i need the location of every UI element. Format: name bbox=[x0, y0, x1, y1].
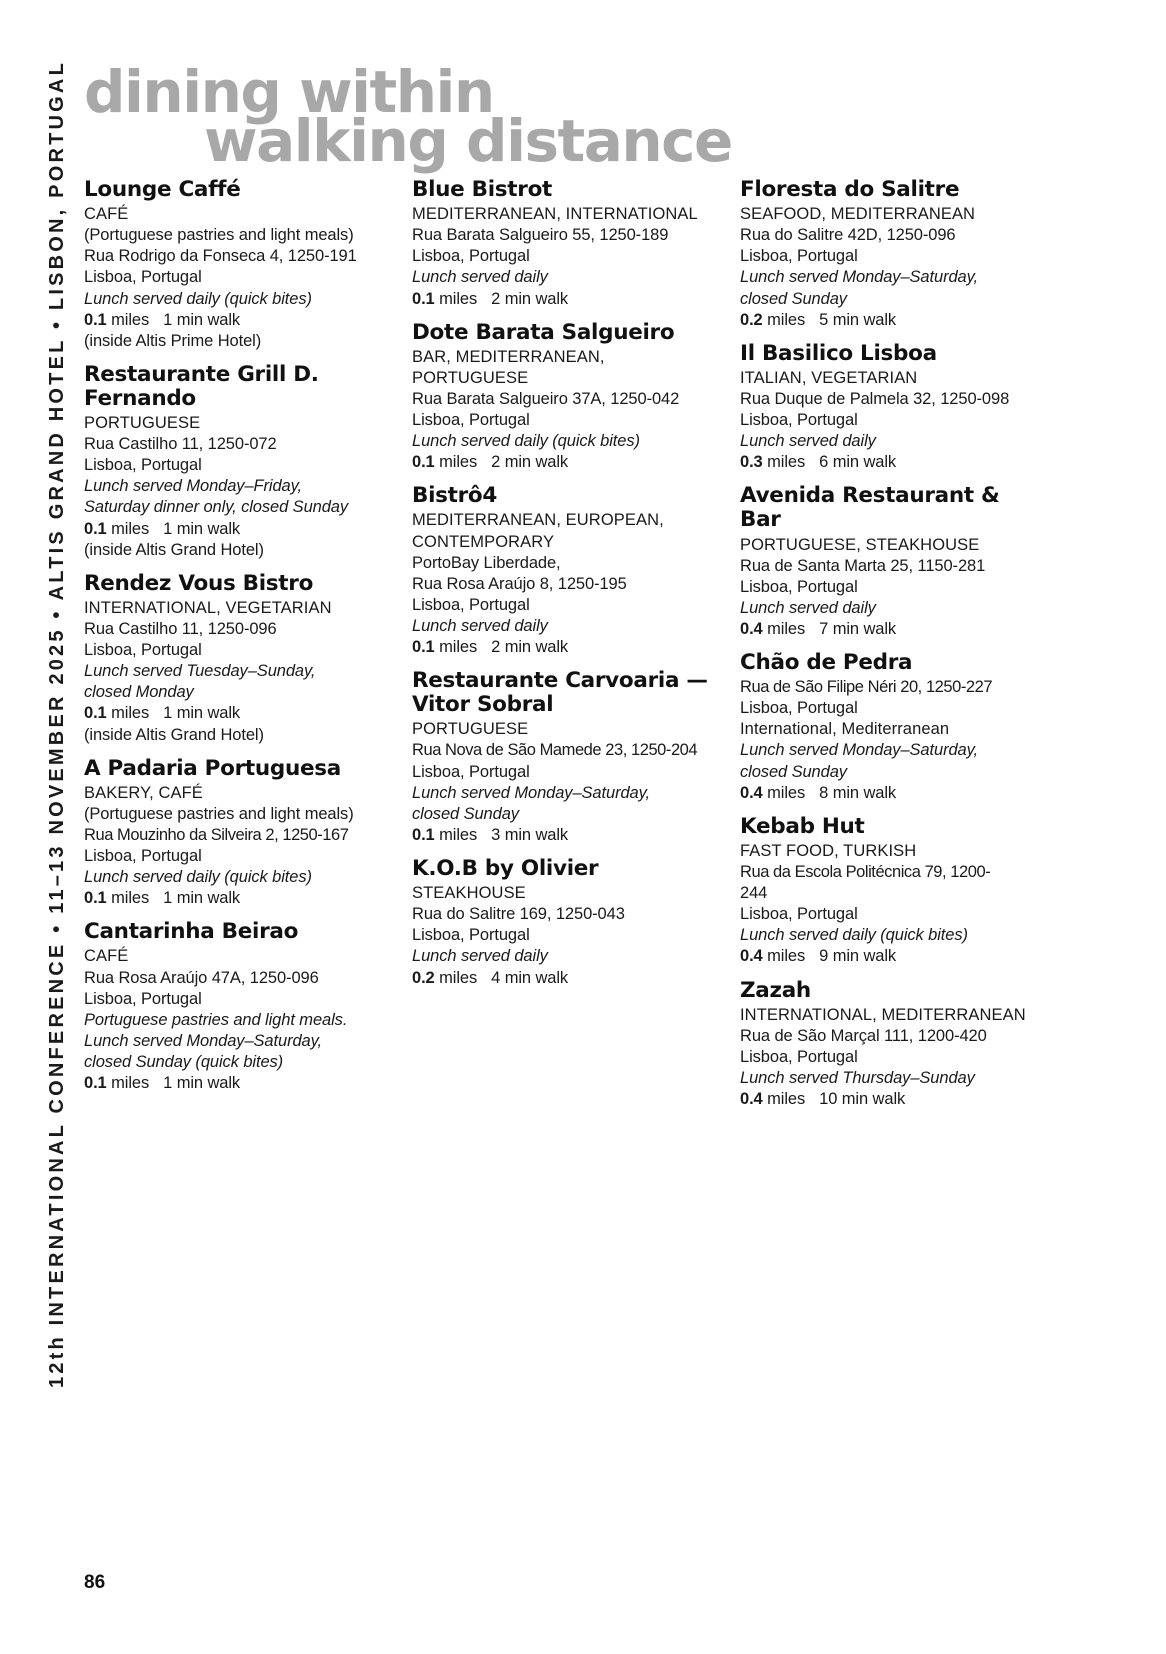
venue-hours-cont: closed Monday bbox=[84, 683, 194, 702]
venue-city: Lisboa, Portugal bbox=[84, 456, 202, 475]
venue-distance bbox=[740, 619, 1044, 640]
venue-walk-time: 2 min walk bbox=[491, 638, 569, 657]
venue-cuisine: ITALIAN, VEGETARIAN bbox=[740, 368, 918, 387]
venue-hours-cont: closed Sunday bbox=[740, 762, 847, 781]
venue-distance bbox=[740, 1089, 1044, 1110]
venue-city: Lisboa, Portugal bbox=[740, 699, 858, 718]
venue-address: Rua Barata Salgueiro 37A, 1250-042 bbox=[412, 389, 680, 408]
venue-address: Rua Rodrigo da Fonseca 4, 1250-191 bbox=[84, 247, 357, 266]
venue-address: Rua Mouzinho da Silveira 2, 1250-167 bbox=[84, 825, 349, 844]
venue-address: Rua Castilho 11, 1250-072 bbox=[84, 435, 277, 454]
venue-address: Rua Rosa Araújo 47A, 1250-096 bbox=[84, 968, 319, 987]
venue-entry bbox=[740, 178, 1044, 331]
venue-name: Il Basilico Lisboa bbox=[740, 340, 937, 366]
venue-city: Lisboa, Portugal bbox=[412, 595, 530, 614]
venue-cuisine: STEAKHOUSE bbox=[412, 884, 526, 903]
venue-name: Rendez Vous Bistro bbox=[84, 570, 314, 596]
venue-entry bbox=[84, 920, 388, 1094]
venue-distance-value: 0.1 bbox=[84, 1074, 107, 1093]
venue-distance-unit: miles bbox=[434, 968, 478, 987]
vertical-conference-rail bbox=[24, 60, 70, 1460]
venue-entry bbox=[412, 178, 716, 310]
venue-distance-unit: miles bbox=[762, 619, 806, 638]
venue-hours: Portuguese pastries and light meals. bbox=[84, 1010, 348, 1029]
venue-entry bbox=[740, 979, 1044, 1111]
venue-name: Avenida Restaurant & Bar bbox=[740, 483, 1000, 533]
venue-cuisine: BAKERY, CAFÉ bbox=[84, 783, 203, 802]
venue-distance-value: 0.4 bbox=[740, 1090, 763, 1109]
venue-city: Lisboa, Portugal bbox=[740, 577, 858, 596]
venue-distance-value: 0.2 bbox=[740, 310, 763, 329]
venue-distance bbox=[412, 968, 716, 989]
venue-distance-unit: miles bbox=[434, 453, 478, 472]
venue-address: Rua do Salitre 42D, 1250-096 bbox=[740, 226, 956, 245]
venue-walk-time: 1 min walk bbox=[163, 310, 241, 329]
venue-distance-value: 0.1 bbox=[84, 519, 107, 538]
venue-extra: (inside Altis Prime Hotel) bbox=[84, 331, 262, 350]
venue-hours: Lunch served daily bbox=[412, 616, 548, 635]
page-title bbox=[84, 58, 1044, 176]
dining-column bbox=[412, 178, 716, 1112]
venue-name: Bistrô4 bbox=[412, 483, 498, 509]
venue-distance-value: 0.1 bbox=[84, 889, 107, 908]
venue-hours: Lunch served Monday–Saturday, bbox=[740, 741, 979, 760]
venue-entry bbox=[412, 321, 716, 474]
venue-address: Rua Rosa Araújo 8, 1250-195 bbox=[412, 574, 627, 593]
venue-name: Chão de Pedra bbox=[740, 650, 913, 676]
venue-cuisine-cont: PORTUGUESE bbox=[412, 368, 529, 387]
venue-distance-unit: miles bbox=[762, 310, 806, 329]
venue-distance bbox=[84, 1073, 388, 1094]
venue-hours: Lunch served daily bbox=[740, 432, 876, 451]
venue-city: Lisboa, Portugal bbox=[412, 762, 530, 781]
venue-city: Lisboa, Portugal bbox=[84, 268, 202, 287]
venue-hours: Lunch served daily bbox=[740, 598, 876, 617]
venue-distance-value: 0.3 bbox=[740, 453, 763, 472]
venue-distance bbox=[740, 452, 1044, 473]
venue-address-cont: 244 bbox=[740, 884, 768, 903]
venue-city: Lisboa, Portugal bbox=[740, 247, 858, 266]
venue-hours: Lunch served daily (quick bites) bbox=[412, 432, 640, 451]
venue-distance bbox=[740, 783, 1044, 804]
venue-distance-unit: miles bbox=[106, 889, 150, 908]
venue-hours-cont: Saturday dinner only, closed Sunday bbox=[84, 498, 349, 517]
venue-walk-time: 1 min walk bbox=[163, 704, 241, 723]
venue-cuisine: PORTUGUESE bbox=[84, 414, 201, 432]
venue-entry bbox=[412, 857, 716, 989]
venue-address: Rua de Santa Marta 25, 1150-281 bbox=[740, 556, 986, 575]
venue-hours: Lunch served daily (quick bites) bbox=[740, 926, 968, 945]
venue-distance-value: 0.1 bbox=[84, 310, 107, 329]
venue-walk-time: 5 min walk bbox=[819, 310, 897, 329]
venue-distance-value: 0.2 bbox=[412, 968, 435, 987]
venue-address: Rua do Salitre 169, 1250-043 bbox=[412, 905, 625, 924]
venue-cuisine: FAST FOOD, TURKISH bbox=[740, 841, 917, 860]
venue-name: Cantarinha Beirao bbox=[84, 919, 299, 945]
venue-cuisine: INTERNATIONAL, VEGETARIAN bbox=[84, 598, 332, 617]
venue-entry bbox=[740, 342, 1044, 474]
venue-distance bbox=[412, 289, 716, 310]
venue-address: Rua Barata Salgueiro 55, 1250-189 bbox=[412, 226, 669, 245]
venue-distance bbox=[412, 637, 716, 658]
venue-distance bbox=[740, 310, 1044, 331]
venue-distance-value: 0.1 bbox=[412, 825, 435, 844]
venue-entry bbox=[84, 757, 388, 910]
page-title-line-1: dining within bbox=[84, 58, 494, 126]
venue-extra: (inside Altis Grand Hotel) bbox=[84, 540, 264, 559]
venue-distance-unit: miles bbox=[106, 1074, 150, 1093]
venue-hours-cont: closed Sunday bbox=[412, 804, 519, 823]
venue-walk-time: 3 min walk bbox=[491, 825, 569, 844]
venue-hours: Lunch served Monday–Saturday, bbox=[740, 268, 979, 287]
venue-cuisine: CAFÉ bbox=[84, 205, 129, 224]
venue-cuisine: SEAFOOD, MEDITERRANEAN bbox=[740, 205, 976, 224]
venue-address: Rua de São Marçal 111, 1200-420 bbox=[740, 1026, 987, 1045]
venue-distance-unit: miles bbox=[762, 947, 806, 966]
venue-name: Floresta do Salitre bbox=[740, 177, 960, 202]
venue-name: Restaurante Carvoaria — Vitor Sobral bbox=[412, 668, 708, 718]
venue-cuisine: MEDITERRANEAN, EUROPEAN, bbox=[412, 511, 664, 530]
venue-city: Lisboa, Portugal bbox=[412, 926, 530, 945]
venue-address: Rua Castilho 11, 1250-096 bbox=[84, 619, 277, 638]
venue-walk-time: 1 min walk bbox=[163, 519, 241, 538]
venue-cuisine-cont: CONTEMPORARY bbox=[412, 532, 555, 551]
venue-city: Lisboa, Portugal bbox=[412, 247, 530, 266]
venue-hours-cont2: closed Sunday (quick bites) bbox=[84, 1052, 284, 1071]
venue-city: Lisboa, Portugal bbox=[84, 847, 202, 866]
venue-distance-value: 0.1 bbox=[412, 453, 435, 472]
venue-cuisine-alt: International, Mediterranean bbox=[740, 720, 950, 739]
venue-name: Blue Bistrot bbox=[412, 177, 553, 202]
venue-name: K.O.B by Olivier bbox=[412, 856, 599, 882]
venue-hours-cont: Lunch served Monday–Saturday, bbox=[84, 1031, 323, 1050]
venue-hours: Lunch served daily bbox=[412, 947, 548, 966]
venue-entry bbox=[84, 363, 388, 561]
venue-city: Lisboa, Portugal bbox=[740, 1047, 858, 1066]
venue-note: (Portuguese pastries and light meals) bbox=[84, 226, 354, 245]
venue-city: Lisboa, Portugal bbox=[84, 641, 202, 660]
venue-entry bbox=[412, 669, 716, 846]
venue-distance-value: 0.4 bbox=[740, 783, 763, 802]
venue-entry bbox=[740, 651, 1044, 804]
venue-address: Rua Duque de Palmela 32, 1250-098 bbox=[740, 389, 1010, 408]
venue-entry bbox=[84, 572, 388, 746]
venue-hours: Lunch served daily (quick bites) bbox=[84, 868, 312, 887]
venue-distance-unit: miles bbox=[762, 453, 806, 472]
venue-cuisine: BAR, MEDITERRANEAN, bbox=[412, 347, 605, 366]
venue-cuisine: PORTUGUESE bbox=[412, 720, 529, 739]
venue-walk-time: 2 min walk bbox=[491, 453, 569, 472]
venue-address: Rua de São Filipe Néri 20, 1250-227 bbox=[740, 678, 993, 697]
venue-city: Lisboa, Portugal bbox=[740, 411, 858, 430]
venue-entry bbox=[84, 178, 388, 352]
dining-column bbox=[740, 178, 1044, 1112]
venue-walk-time: 1 min walk bbox=[163, 1074, 241, 1093]
venue-distance-unit: miles bbox=[434, 638, 478, 657]
venue-distance bbox=[412, 452, 716, 473]
venue-distance-unit: miles bbox=[762, 1090, 806, 1109]
venue-hours: Lunch served daily (quick bites) bbox=[84, 289, 312, 308]
dining-listing-columns bbox=[84, 178, 1044, 1112]
venue-cuisine: INTERNATIONAL, MEDITERRANEAN bbox=[740, 1005, 1026, 1024]
venue-walk-time: 1 min walk bbox=[163, 889, 241, 908]
venue-entry bbox=[412, 484, 716, 658]
venue-walk-time: 7 min walk bbox=[819, 619, 897, 638]
venue-city: Lisboa, Portugal bbox=[412, 411, 530, 430]
venue-distance-value: 0.4 bbox=[740, 947, 763, 966]
venue-distance bbox=[412, 825, 716, 846]
venue-walk-time: 4 min walk bbox=[491, 968, 569, 987]
venue-cuisine: PORTUGUESE, STEAKHOUSE bbox=[740, 535, 980, 554]
venue-distance bbox=[84, 703, 388, 724]
venue-entry bbox=[740, 484, 1044, 640]
venue-name: Dote Barata Salgueiro bbox=[412, 319, 675, 345]
venue-cuisine: MEDITERRANEAN, INTERNATIONAL bbox=[412, 205, 698, 224]
venue-distance-unit: miles bbox=[106, 519, 150, 538]
venue-distance-value: 0.1 bbox=[84, 704, 107, 723]
venue-address-pre: PortoBay Liberdade, bbox=[412, 553, 561, 572]
venue-distance-unit: miles bbox=[106, 704, 150, 723]
venue-hours: Lunch served Monday–Saturday, bbox=[412, 783, 651, 802]
venue-hours: Lunch served daily bbox=[412, 268, 548, 287]
venue-hours: Lunch served Tuesday–Sunday, bbox=[84, 662, 316, 681]
venue-distance-value: 0.4 bbox=[740, 619, 763, 638]
venue-distance bbox=[84, 310, 388, 331]
venue-distance-value: 0.1 bbox=[412, 638, 435, 657]
venue-note: (Portuguese pastries and light meals) bbox=[84, 804, 354, 823]
venue-distance-unit: miles bbox=[106, 310, 150, 329]
venue-hours-cont: closed Sunday bbox=[740, 289, 847, 308]
venue-name: Kebab Hut bbox=[740, 813, 865, 839]
dining-column bbox=[84, 178, 388, 1112]
venue-hours: Lunch served Monday–Friday, bbox=[84, 477, 303, 496]
venue-address: Rua da Escola Politécnica 79, 1200- bbox=[740, 862, 991, 881]
venue-extra: (inside Altis Grand Hotel) bbox=[84, 725, 264, 744]
venue-name: Zazah bbox=[740, 977, 811, 1003]
venue-city: Lisboa, Portugal bbox=[84, 989, 202, 1008]
venue-distance-unit: miles bbox=[434, 289, 478, 308]
venue-distance bbox=[84, 519, 388, 540]
page-number: 86 bbox=[84, 1572, 106, 1593]
page-title-line-2: walking distance bbox=[204, 107, 732, 176]
venue-walk-time: 10 min walk bbox=[819, 1090, 906, 1109]
venue-name: A Padaria Portuguesa bbox=[84, 755, 341, 781]
conference-rail-text: 12th INTERNATIONAL CONFERENCE • 11–13 NOVEMBER 2025 • ALTIS GRAND HOTEL • LISBON, PORTUGAL bbox=[46, 60, 68, 1389]
venue-walk-time: 6 min walk bbox=[819, 453, 897, 472]
venue-distance-value: 0.1 bbox=[412, 289, 435, 308]
venue-entry bbox=[740, 815, 1044, 968]
venue-distance bbox=[84, 888, 388, 909]
venue-distance-unit: miles bbox=[762, 783, 806, 802]
venue-walk-time: 9 min walk bbox=[819, 947, 897, 966]
venue-name: Restaurante Grill D. Fernando bbox=[84, 361, 319, 411]
venue-walk-time: 2 min walk bbox=[491, 289, 569, 308]
venue-cuisine: CAFÉ bbox=[84, 947, 129, 966]
venue-name: Lounge Caffé bbox=[84, 177, 241, 202]
venue-distance bbox=[740, 946, 1044, 967]
venue-address: Rua Nova de São Mamede 23, 1250-204 bbox=[412, 741, 698, 760]
venue-city: Lisboa, Portugal bbox=[740, 905, 858, 924]
venue-hours: Lunch served Thursday–Sunday bbox=[740, 1068, 975, 1087]
venue-walk-time: 8 min walk bbox=[819, 783, 897, 802]
venue-distance-unit: miles bbox=[434, 825, 478, 844]
